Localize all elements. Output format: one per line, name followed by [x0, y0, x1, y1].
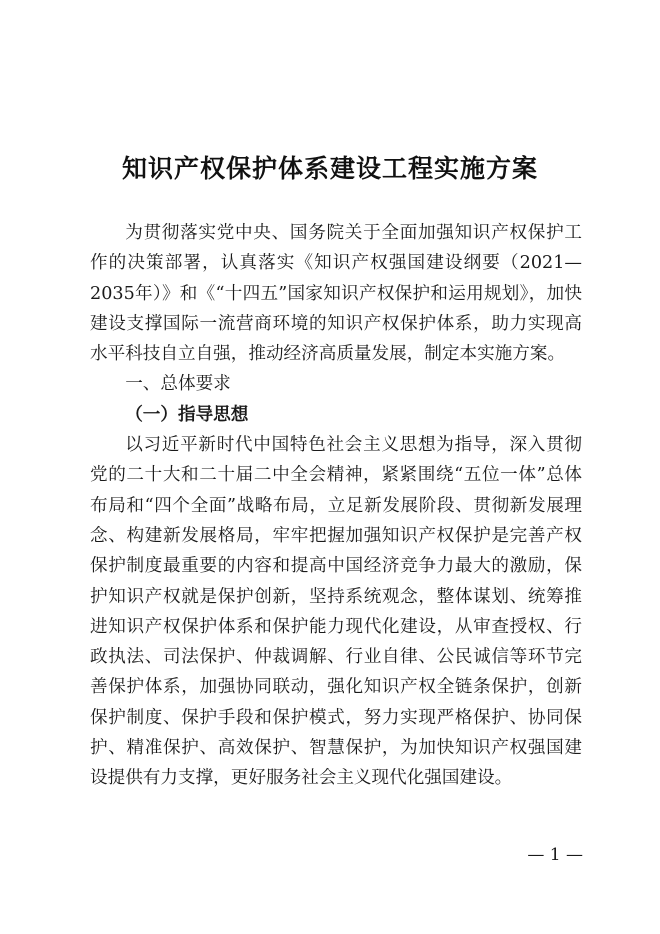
document-body [90, 218, 582, 794]
subsection-heading-guiding-ideology: （一）指导思想 [125, 403, 249, 425]
page-number: — 1 — [527, 845, 583, 865]
intro-paragraph: 为贯彻落实党中央、国务院关于全面加强知识产权保护工作的决策部署，认真落实《知识产权强国建设纲要（2021—2035年）》和《“十四五”国家知识产权保护和运用规划》，加快建设支撑国际一流营商环境的知识产权保护体系，助力实现高水平科技自立自强，推动经济高质量发展，制定本实施方案。 [90, 223, 582, 365]
document-title: 知识产权保护体系建设工程实施方案 [121, 154, 538, 183]
section-heading-general-requirements: 一、总体要求 [125, 374, 231, 395]
guiding-ideology-paragraph: 以习近平新时代中国特色社会主义思想为指导，深入贯彻党的二十大和二十届二中全会精神，紧紧围绕“五位一体”总体布局和“四个全面”战略布局，立足新发展阶段、贯彻新发展理念、构建新发展格局，牢牢把握加强知识产权保护是完善产权保护制度最重要的内容和提高中国经济竞争力最大的激励，保护知识产权就是保护创新，坚持系统观念，整体谋划、统筹推进知识产权保护体系和保护能力现代化建设，从审查授权、行政执法、司法保护、仲裁调解、行业自律、公民诚信等环节完善保护体系，加强协同联动，强化知识产权全链条保护，创新保护制度、保护手段和保护模式，努力实现严格保护、协同保护、精准保护、高效保护、智慧保护，为加快知识产权强国建设提供有力支撑，更好服务社会主义现代化强国建设。 [90, 435, 582, 789]
